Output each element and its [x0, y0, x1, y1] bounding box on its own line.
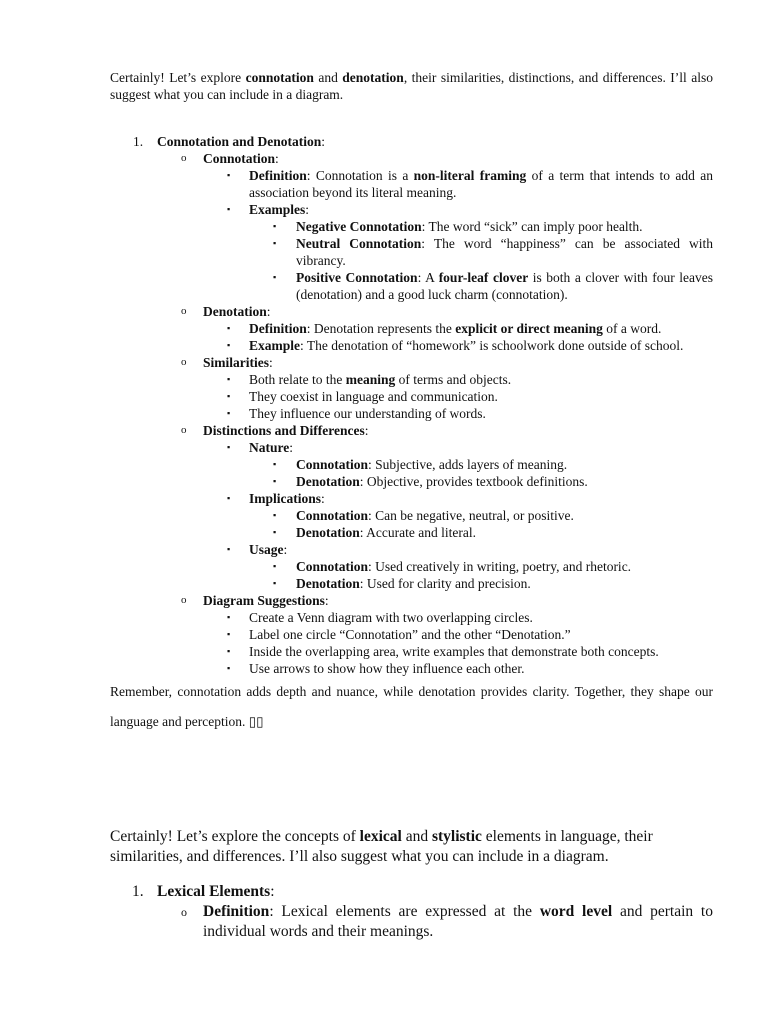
text-run: of a word. — [602, 321, 662, 336]
bullet-marker: o — [181, 152, 187, 164]
bold-text: Definition — [249, 168, 307, 183]
list-item — [110, 558, 713, 575]
bold-text: word level — [539, 903, 613, 920]
text-run: and — [401, 828, 432, 845]
text-run: Create a Venn diagram with two overlapping circles. — [249, 610, 533, 625]
text-run: : — [324, 593, 329, 608]
text-run: Certainly! Let’s explore — [110, 70, 246, 85]
bullet-marker: o — [181, 305, 187, 317]
list-item — [110, 507, 713, 524]
bold-text: connotation — [245, 70, 314, 85]
list-item — [110, 643, 713, 660]
list-item — [110, 882, 713, 902]
text-run: Certainly! Let’s explore the concepts of — [110, 828, 360, 845]
list-item — [110, 626, 713, 643]
text-run: : Lexical elements are expressed at the — [269, 903, 540, 920]
bullet-marker: ▪ — [273, 578, 277, 588]
bullet-marker: ▪ — [273, 459, 277, 469]
bold-text: Connotation — [296, 457, 369, 472]
bold-text: Definition — [203, 903, 270, 920]
list-item — [110, 902, 713, 942]
list-item — [110, 405, 713, 422]
text-run: They coexist in language and communication. — [249, 389, 498, 404]
text-run: : — [275, 151, 279, 166]
section-connotation-denotation — [110, 69, 713, 737]
bullet-marker: o — [181, 905, 187, 919]
text-run: : Denotation represents the — [306, 321, 456, 336]
list-item — [110, 541, 713, 558]
list-item — [110, 575, 713, 592]
section-lexical-stylistic — [110, 827, 713, 942]
bold-text: Examples — [249, 202, 306, 217]
bullet-marker: ▪ — [227, 408, 231, 418]
bold-text: non-literal framing — [413, 168, 527, 183]
list-item — [110, 422, 713, 439]
text-run: : Used creatively in writing, poetry, and rhetoric. — [368, 559, 632, 574]
bullet-marker: ▪ — [227, 442, 231, 452]
text-run: : — [321, 491, 325, 506]
bullet-marker: ▪ — [273, 238, 277, 248]
bold-text: Lexical Elements — [157, 883, 271, 900]
text-run: Label one circle “Connotation” and the other “Denotation.” — [249, 627, 571, 642]
number-marker: 1. — [133, 134, 144, 149]
bold-text: Example — [249, 338, 301, 353]
bold-text: denotation — [342, 70, 404, 85]
text-run: : Used for clarity and precision. — [359, 576, 531, 591]
bold-text: Diagram Suggestions — [203, 593, 325, 608]
text-run: : — [305, 202, 310, 217]
text-run: : Subjective, adds layers of meaning. — [368, 457, 568, 472]
bold-text: Connotation and Denotation — [157, 134, 322, 149]
closing-paragraph — [110, 677, 713, 737]
list-item — [110, 269, 713, 303]
text-run: : — [269, 355, 273, 370]
bullet-marker: ▪ — [273, 272, 277, 282]
bullet-marker: ▪ — [273, 221, 277, 231]
text-run: : The word “happiness” can be associated with vibrancy. — [296, 236, 713, 268]
bullet-marker: o — [181, 424, 187, 436]
text-run: : Objective, provides textbook definitions. — [359, 474, 588, 489]
bold-text: Similarities — [203, 355, 269, 370]
list-item — [110, 167, 713, 201]
text-run: : — [270, 883, 275, 900]
bullet-marker: ▪ — [227, 612, 231, 622]
list-item — [110, 354, 713, 371]
list-item — [110, 473, 713, 490]
bullet-marker: ▪ — [227, 340, 231, 350]
bullet-marker: ▪ — [227, 629, 231, 639]
bullet-marker: ▪ — [273, 527, 277, 537]
bold-text: Negative Connotation — [296, 219, 422, 234]
text-run: : A — [417, 270, 439, 285]
bullet-marker: ▪ — [227, 391, 231, 401]
bold-text: meaning — [345, 372, 396, 387]
text-run: Inside the overlapping area, write examples that demonstrate both concepts. — [249, 644, 659, 659]
outline-list — [110, 133, 713, 677]
bold-text: stylistic — [431, 828, 482, 845]
text-run: : Connotation is a — [306, 168, 414, 183]
list-item — [110, 218, 713, 235]
bold-text: Connotation — [296, 559, 369, 574]
bullet-marker: ▪ — [273, 476, 277, 486]
bold-text: Implications — [249, 491, 322, 506]
text-run: Both relate to the — [249, 372, 346, 387]
list-item — [110, 490, 713, 507]
list-item — [110, 524, 713, 541]
list-item — [110, 609, 713, 626]
list-item — [110, 320, 713, 337]
bold-text: Nature — [249, 440, 290, 455]
text-run: is both a clover with four leaves (denotation) and a good luck charm (connotation). — [296, 270, 714, 302]
bold-text: Denotation — [296, 576, 360, 591]
bullet-marker: o — [181, 594, 187, 606]
text-run: Remember, connotation adds depth and nuance, while denotation provides clarity. Together, they shape our language and perception. ▯▯ — [110, 684, 713, 729]
text-run: : — [266, 304, 271, 319]
bullet-marker: ▪ — [227, 170, 231, 180]
list-item — [110, 439, 713, 456]
list-item — [110, 303, 713, 320]
intro-paragraph — [110, 69, 713, 103]
text-run: : Accurate and literal. — [359, 525, 476, 540]
list-item — [110, 456, 713, 473]
text-run: : The denotation of “homework” is schoolwork done outside of school. — [300, 338, 684, 353]
text-run: Use arrows to show how they influence each other. — [249, 661, 525, 676]
text-run: and — [313, 70, 343, 85]
bullet-marker: ▪ — [227, 204, 231, 214]
bold-text: Distinctions and Differences — [203, 423, 365, 438]
bold-text: lexical — [359, 828, 402, 845]
bullet-marker: ▪ — [227, 544, 231, 554]
bullet-marker: ▪ — [227, 646, 231, 656]
bullet-marker: ▪ — [227, 493, 231, 503]
text-run: : Can be negative, neutral, or positive. — [368, 508, 574, 523]
intro-paragraph — [110, 827, 713, 867]
text-run: : The word “sick” can imply poor health. — [421, 219, 643, 234]
outline-list — [110, 882, 713, 942]
number-marker: 1. — [132, 883, 144, 900]
list-item — [110, 201, 713, 218]
text-run: : — [321, 134, 326, 149]
bold-text: Denotation — [296, 525, 360, 540]
bold-text: Connotation — [203, 151, 276, 166]
bullet-marker: ▪ — [227, 323, 231, 333]
bullet-marker: ▪ — [227, 663, 231, 673]
bullet-marker: ▪ — [227, 374, 231, 384]
list-item — [110, 337, 713, 354]
text-run: and pertain to individual words and their meanings. — [203, 903, 713, 940]
bullet-marker: ▪ — [273, 561, 277, 571]
text-run: of a term that intends to add an association beyond its literal meaning. — [249, 168, 713, 200]
bold-text: four-leaf clover — [438, 270, 529, 285]
list-item — [110, 133, 713, 150]
text-run: : — [283, 542, 288, 557]
bullet-marker: o — [181, 356, 187, 368]
bullet-marker: ▪ — [273, 510, 277, 520]
list-item — [110, 371, 713, 388]
bold-text: Denotation — [296, 474, 360, 489]
bold-text: Usage — [249, 542, 284, 557]
text-run: elements in language, their similarities, and differences. I’ll also suggest what you can include in a diagram. — [110, 828, 653, 865]
text-run: : — [364, 423, 369, 438]
list-item — [110, 592, 713, 609]
text-run: , their similarities, distinctions, and differences. I’ll also suggest what you can include in a diagram. — [110, 70, 713, 102]
bold-text: Denotation — [203, 304, 267, 319]
bold-text: Connotation — [296, 508, 369, 523]
bold-text: explicit or direct meaning — [455, 321, 603, 336]
bold-text: Neutral Connotation — [296, 236, 422, 251]
text-run: They influence our understanding of words. — [249, 406, 486, 421]
bold-text: Positive Connotation — [296, 270, 418, 285]
list-item — [110, 150, 713, 167]
list-item — [110, 660, 713, 677]
text-run: : — [289, 440, 294, 455]
list-item — [110, 388, 713, 405]
text-run: of terms and objects. — [395, 372, 512, 387]
list-item — [110, 235, 713, 269]
bold-text: Definition — [249, 321, 307, 336]
